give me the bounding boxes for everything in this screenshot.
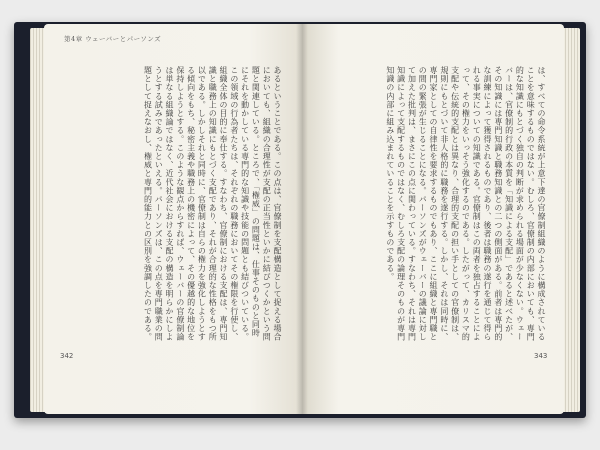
- left-page-body-text: あるということである。この点は、官僚制を支配構造として捉える場合においても、組織の合理性が支配の正当性といかに結びつくかという問題と関連している。ところで、「権威」の問題は、仕事そのものと同時にそれを動かしている専門的な知識や技能の問題とも結びついている。この領域の行為者たちは、それぞれの職務においてその権限を行使し、組織全体の目的に奉仕する。すなわち、官僚制における支配は、専門知識と職務上の知識にもとづく支配であり、それが合理的な性格をもつ所以である。しかしそれと同時に、官僚制は自らの権力を強化しようとする傾向をもち、秘密主義や職務上の機密によって、その優越的な地位を保持しようとする。このような観点からすれば、ウェーバーの官僚制論は単なる組織論ではなく、近代社会における支配の構造を明らかにしようとする試みであったといえる。パーソンズは、この点を専門職業の問題として捉えなおし、権威と専門的能力との区別を強調したのである。: [143, 66, 282, 342]
- right-page-number: 343: [534, 352, 548, 360]
- right-page: [302, 24, 564, 414]
- right-page-body-text: は、すべての命令系統が上意下達の官僚制組織のように構成されていることを意味するものではない。むしろ、官僚制の内部においても、専門的な知識にもとづく独自の判断が求められる場面が少なくない。ウェーバーは、官僚制的行政の本質を「知識による支配」であると述べたが、その知識には専門知識と職務知識との二つの側面がある。前者は専門的な訓練によって獲得されるものであり、後者は職務の遂行を通じて得られる事実についての知識である。官僚制はこの両者を独占することによって、その権力をいっそう強化するのである。したがって、カリスマ的支配や伝統的支配とは異なり、合理的支配の担い手としての官僚制は、規則にもとづいて非人格的に職務を遂行する。しかし、それは同時に、専門家としての自律性を要求するものでもあり、ここに組織と専門職との間の緊張が生じることになる。パーソンズがウェーバーの議論に対して加えた批判は、まさにこの点に関わっている。すなわち、それは専門知識によって支配するものではなく、むしろ支配の論理そのものが専門知識の内部に組み込まれていることを示すものである。: [385, 66, 546, 342]
- book-gutter: [296, 24, 308, 414]
- running-head: 第4章 ウェーバーとパーソンズ: [64, 35, 162, 43]
- left-page: [44, 24, 302, 414]
- left-page-number: 342: [60, 352, 74, 360]
